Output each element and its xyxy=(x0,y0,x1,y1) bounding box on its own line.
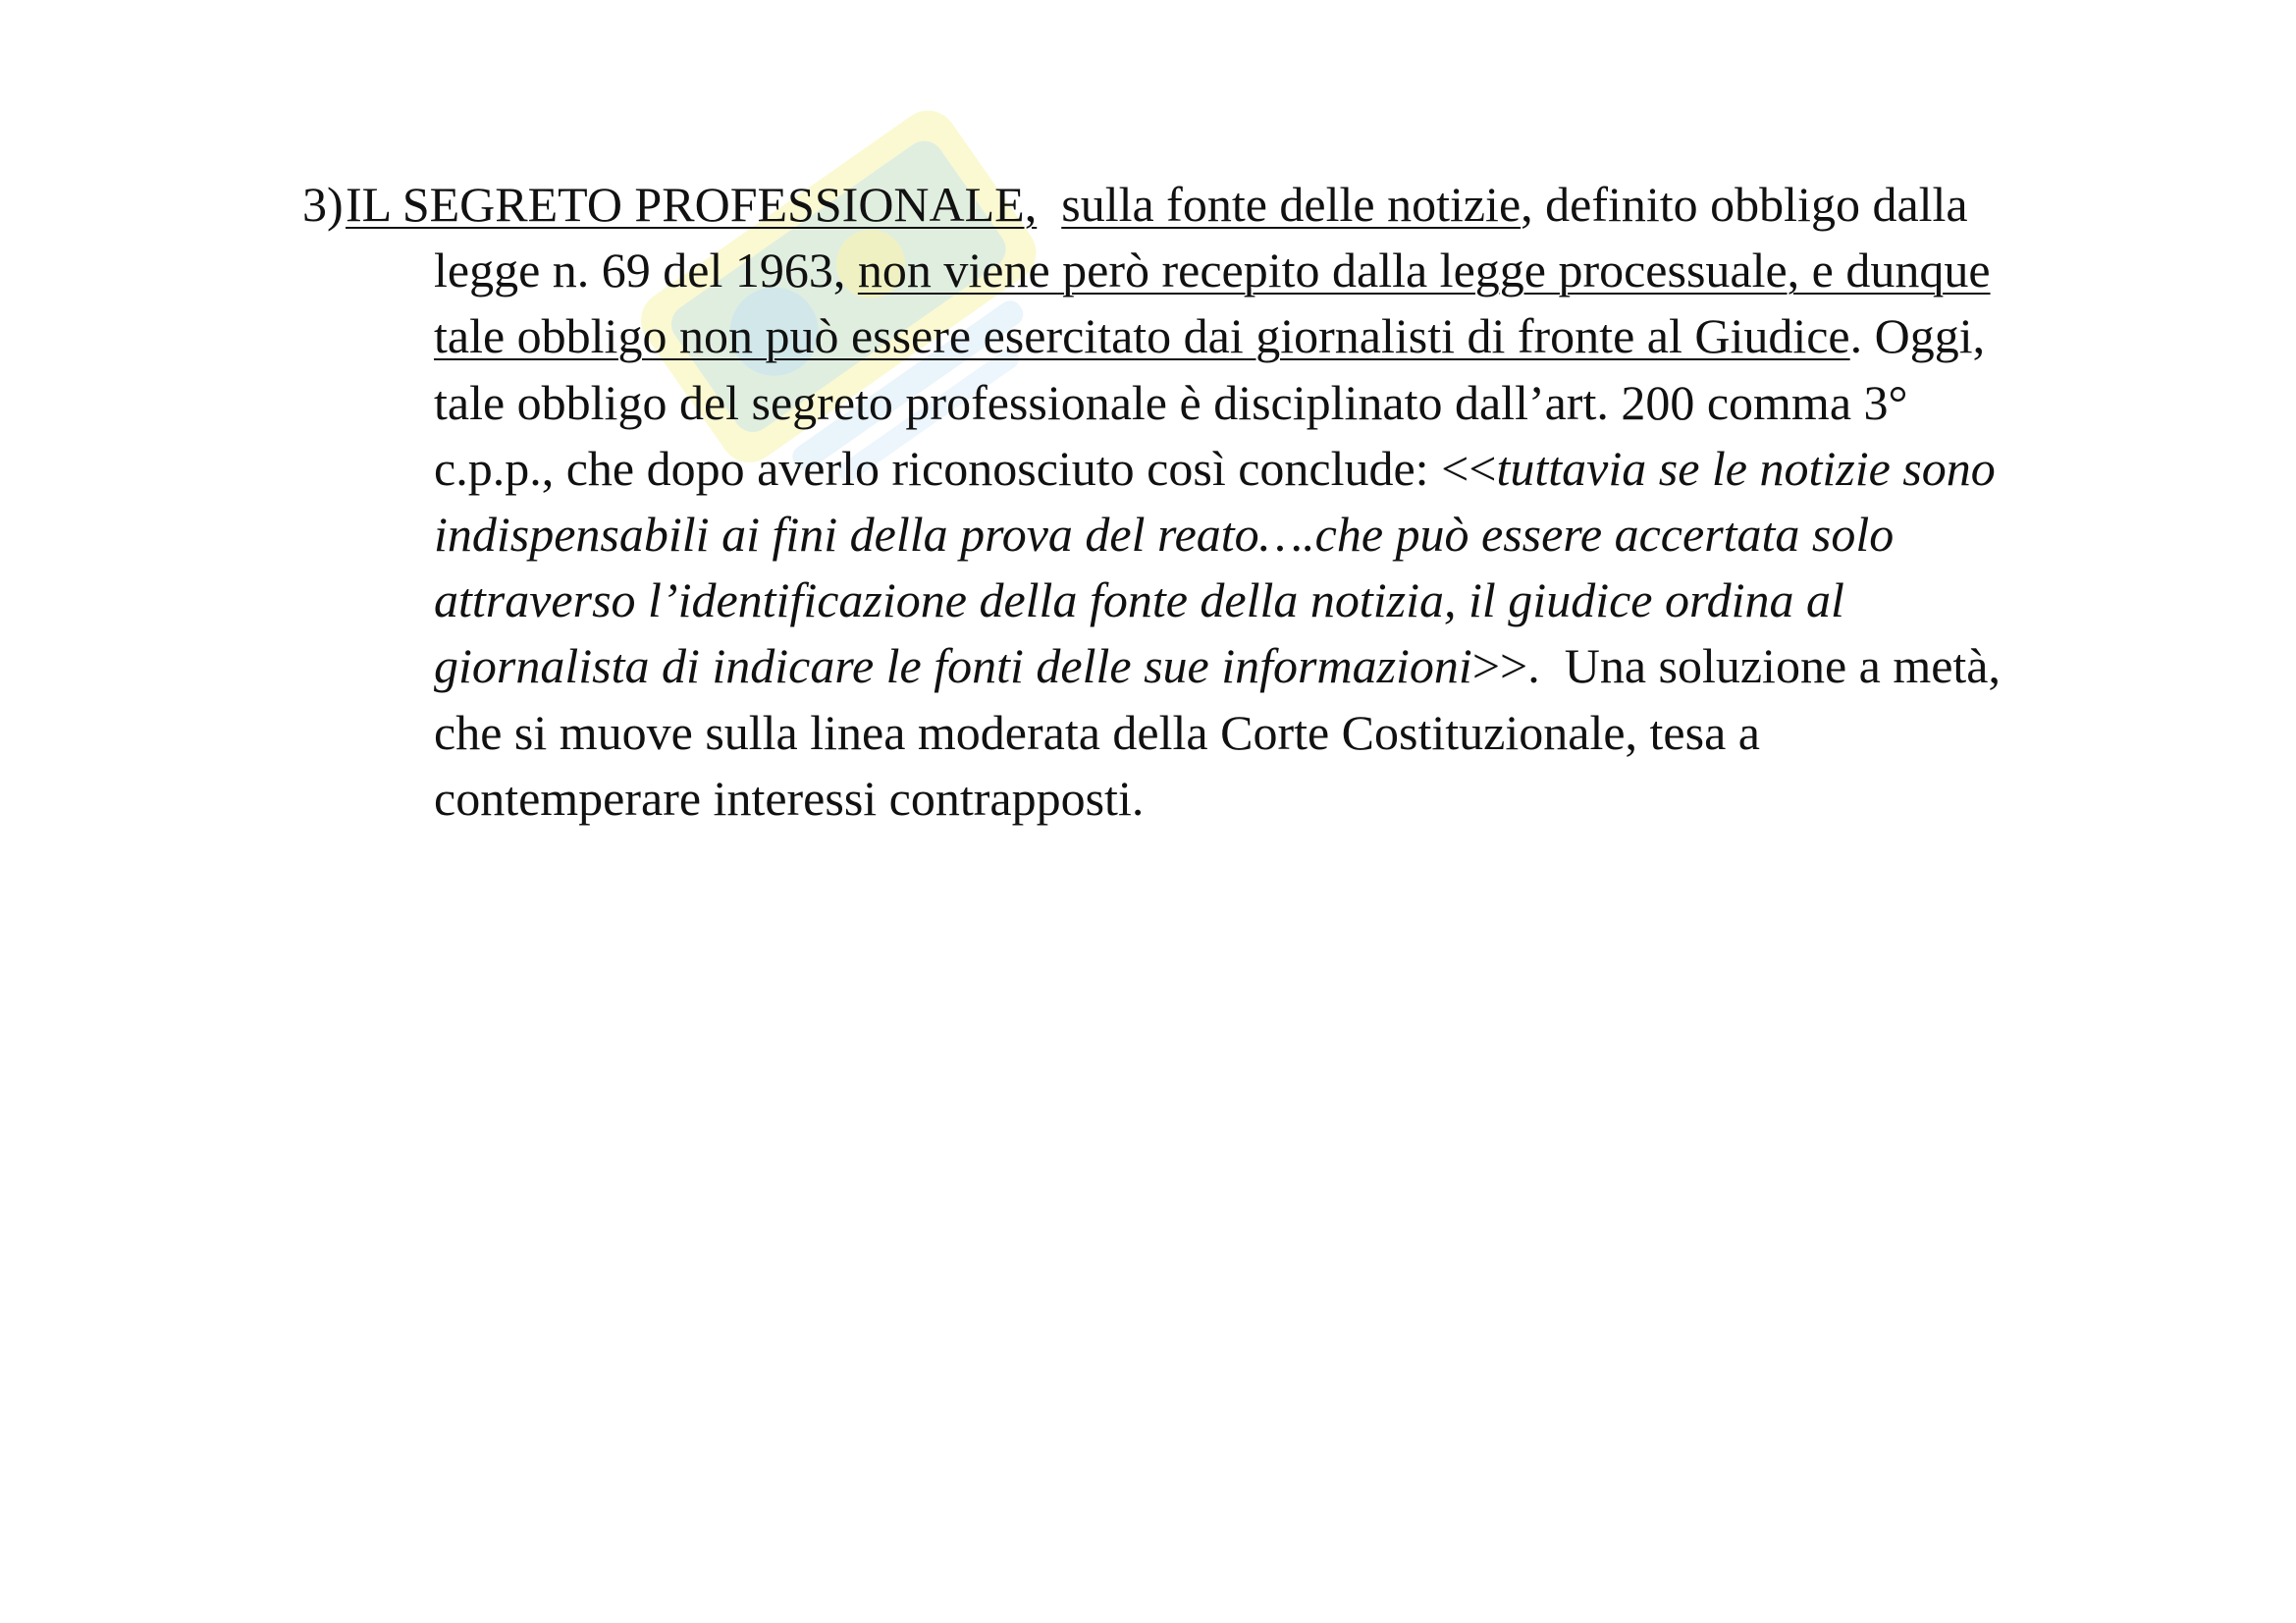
item-heading: IL SEGRETO PROFESSIONALE, xyxy=(346,177,1038,232)
list-item-3 xyxy=(302,172,2030,832)
item-number: 3) xyxy=(302,177,344,232)
item-text-3: >>. Una soluzione a metà, che si muove sulla linea moderata della Corte Costituzionale, tesa a contemperare interessi contrapposti. xyxy=(434,638,2013,826)
item-text-1: , definito obbligo dalla legge n. 69 del 1963, xyxy=(434,177,1968,298)
item-source-phrase: sulla fonte delle notizie xyxy=(1061,177,1522,232)
item-quotation: tuttavia se le notizie sono indispensabili ai fini della prova del reato….che può essere accertata solo attraverso l’identificazione della fonte della notizia, il giudice ordina al giornalista di indicare le fonti delle sue informazioni xyxy=(434,440,1996,694)
item-text-2: . Oggi, tale obbligo del segreto professionale è disciplinato dall’art. 200 comma 3° c.p.p., che dopo averlo riconosciuto così conclude: << xyxy=(434,308,1986,496)
item-paragraph xyxy=(302,172,2030,832)
item-underlined-passage: non viene però recepito dalla legge processuale, e dunque tale obbligo non può essere esercitato dai giornalisti di fronte al Giudice xyxy=(434,243,1991,364)
